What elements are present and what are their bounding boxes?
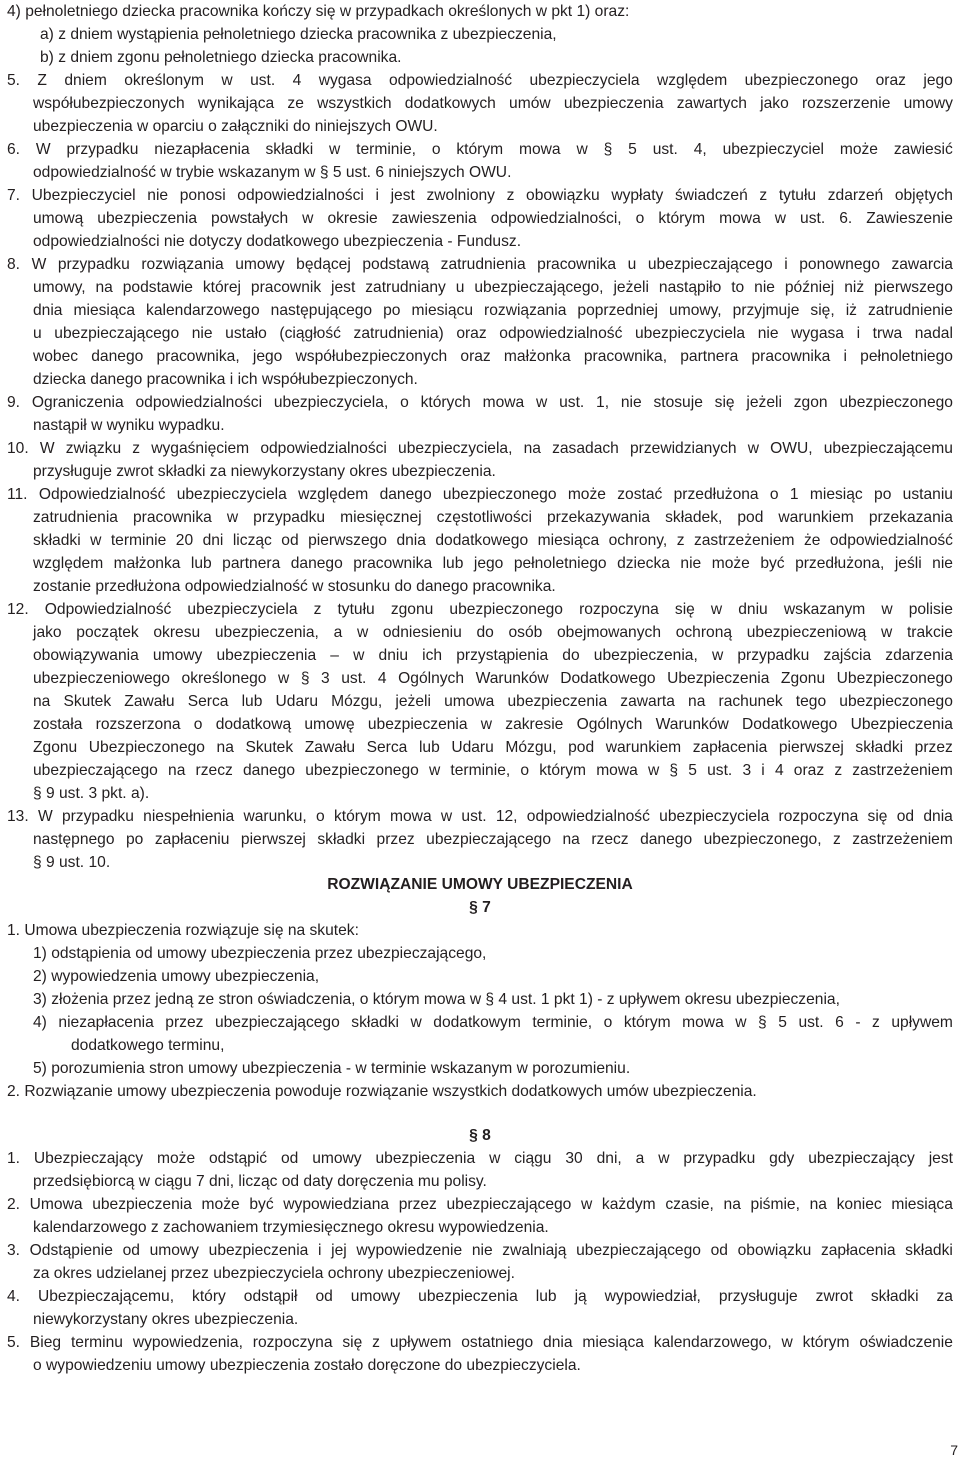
text-line: dziecka danego pracownika i ich współubezpieczonych. [33, 371, 418, 388]
text-line: odpowiedzialności nie dotyczy dodatkowego ubezpieczenia - Fundusz. [33, 233, 522, 250]
text-line: współubezpieczonych wynikająca ze wszystkich dodatkowych umów ubezpieczenia zawartych jako rozszerzenie umowy [33, 95, 953, 112]
text-line: a) z dniem wystąpienia pełnoletniego dziecka pracownika z ubezpieczenia, [40, 26, 557, 43]
text-line: 1. Umowa ubezpieczenia rozwiązuje się na skutek: [7, 922, 359, 939]
text-line: odpowiedzialność w trybie wskazanym w § 5 ust. 6 niniejszych OWU. [33, 164, 512, 181]
text-line: umową ubezpieczenia powstałych w okresie zawieszenia odpowiedzialności, o którym mowa w ust. 6. Zawieszenie [33, 210, 953, 227]
text-line: przedsiębiorcą w ciągu 7 dni, licząc od daty doręczenia mu polisy. [33, 1173, 487, 1190]
text-line: 8. W przypadku rozwiązania umowy będącej podstawą zatrudnienia pracownika u ubezpieczającego i ponownego zawarcia [7, 256, 953, 273]
text-line: za okres udzielanej przez ubezpieczyciela ochrony ubezpieczeniowej. [33, 1265, 515, 1282]
text-line: 5. Z dniem określonym w ust. 4 wygasa odpowiedzialność ubezpieczyciela względem ubezpieczonego oraz jego [7, 72, 953, 89]
text-line: 9. Ograniczenia odpowiedzialności ubezpieczyciela, o których mowa w ust. 1, nie stosuje się jeżeli zgon ubezpieczonego [7, 394, 953, 411]
text-line: 5) porozumienia stron umowy ubezpieczenia - w terminie wskazanym w porozumieniu. [33, 1060, 631, 1077]
text-line: nastąpił w wyniku wypadku. [33, 417, 225, 434]
text-line: dnia miesiąca kalendarzowego następującego po miesiącu rozwiązania poprzedniej umowy, przyjmuje się, iż zatrudnienie [33, 302, 953, 319]
text-line: o wypowiedzeniu umowy ubezpieczenia zostało doręczone do ubezpieczyciela. [33, 1357, 581, 1374]
text-line: 10. W związku z wygaśnięciem odpowiedzialności ubezpieczyciela, na zasadach przewidzianych w OWU, ubezpieczającemu [7, 440, 953, 457]
page-number: 7 [950, 1442, 958, 1458]
text-line: u ubezpieczającego nie ustało (ciągłość zatrudnienia) oraz odpowiedzialność ubezpieczyciela nie wygasa i trwa nadal [33, 325, 953, 342]
text-line: niewykorzystany okres ubezpieczenia. [33, 1311, 299, 1328]
text-line: 7. Ubezpieczyciel nie ponosi odpowiedzialności i jest zwolniony z obowiązku wypłaty świadczeń z tytułu zdarzeń objętych [7, 187, 953, 204]
text-line: 3) złożenia przez jedną ze stron oświadczenia, o którym mowa w § 4 ust. 1 pkt 1) - z upływem okresu ubezpieczenia, [33, 991, 840, 1008]
text-line: wobec danego pracownika, jego współubezpieczonych oraz małżonka pracownika, partnera pracownika i pełnoletniego [33, 348, 953, 365]
text-line: 4) pełnoletniego dziecka pracownika kończy się w przypadkach określonych w pkt 1) oraz: [7, 3, 630, 20]
text-line: 1. Ubezpieczający może odstąpić od umowy ubezpieczenia w ciągu 30 dni, a w przypadku gdy ubezpieczający jest [7, 1150, 953, 1167]
text-line: 2) wypowiedzenia umowy ubezpieczenia, [33, 968, 320, 985]
text-line: 13. W przypadku niespełnienia warunku, o którym mowa w ust. 12, odpowiedzialność ubezpieczyciela rozpoczyna się od dnia [7, 808, 953, 825]
text-line: składki w terminie 20 dni licząc od pierwszego dnia dodatkowego miesiąca ochrony, z zastrzeżeniem że odpowiedzialność [33, 532, 953, 549]
text-line: względem małżonka lub partnera danego pracownika lub jego pełnoletniego dziecka nie może być przedłużona, jeśli nie [33, 555, 953, 572]
text-line: 2. Umowa ubezpieczenia może być wypowiedziana przez ubezpieczającego w każdym czasie, na piśmie, na koniec miesiąca [7, 1196, 953, 1213]
text-line: 5. Bieg terminu wypowiedzenia, rozpoczyna się z upływem ostatniego dnia miesiąca kalendarzowego, w którym oświadczenie [7, 1334, 953, 1351]
text-line: ubezpieczenia w oparciu o załączniki do niniejszych OWU. [33, 118, 438, 135]
text-line: 4) niezapłacenia przez ubezpieczającego składki w dodatkowym terminie, o którym mowa w § 5 ust. 6 - z upływem [33, 1014, 953, 1031]
text-line: § 9 ust. 10. [33, 854, 111, 871]
text-line: została rozszerzona o dodatkową umowę ubezpieczenia w zakresie Ogólnych Warunków Dodatkowego Ubezpieczenia [33, 716, 953, 733]
text-line: 1) odstąpienia od umowy ubezpieczenia przez ubezpieczającego, [33, 945, 487, 962]
text-line: 6. W przypadku niezapłacenia składki w terminie, o którym mowa w § 5 ust. 4, ubezpieczyciel może zawiesić [7, 141, 953, 158]
text-line: na Skutek Zawału Serca lub Udaru Mózgu, jeżeli umowa ubezpieczenia zawarta na rachunek tego ubezpieczonego [33, 693, 953, 710]
text-line: kalendarzowego z zachowaniem trzymiesięcznego okresu wypowiedzenia. [33, 1219, 549, 1236]
text-line: zatrudnienia pracownika w przypadku miesięcznej częstotliwości przekazywania składek, pod warunkiem przekazania [33, 509, 953, 526]
text-line: 12. Odpowiedzialność ubezpieczyciela z tytułu zgonu ubezpieczonego rozpoczyna się w dniu wskazanym w polisie [7, 601, 953, 618]
text-line: jako początek okresu ubezpieczenia, a w odniesieniu do osób obejmowanych ochroną ubezpieczeniową w trakcie [33, 624, 953, 641]
text-line: umowy, na podstawie której pracownik jest zatrudniany u ubezpieczającego, jeżeli nastąpiło to nie później niż pierwszego [33, 279, 953, 296]
text-line: ubezpieczeniowego określonego w § 3 ust. 4 Ogólnych Warunków Dodatkowego Ubezpieczenia Zgonu Ubezpieczonego [33, 670, 953, 687]
text-line: zostanie przedłużona odpowiedzialność w stosunku do danego pracownika. [33, 578, 556, 595]
paragraph-symbol-heading: § 7 [469, 899, 491, 916]
text-line: 2. Rozwiązanie umowy ubezpieczenia powoduje rozwiązanie wszystkich dodatkowych umów ubezpieczenia. [7, 1083, 757, 1100]
text-line: dodatkowego terminu, [71, 1037, 225, 1054]
text-line: 11. Odpowiedzialność ubezpieczyciela względem danego ubezpieczonego może zostać przedłużona o 1 miesiąc po ustaniu [7, 486, 953, 503]
text-line: § 9 ust. 3 pkt. a). [33, 785, 150, 802]
text-line: następnego po zapłaceniu pierwszej składki przez ubezpieczającego na rzecz danego ubezpieczonego, z zastrzeżeniem [33, 831, 953, 848]
text-line: 3. Odstąpienie od umowy ubezpieczenia i jej wypowiedzenie nie zwalniają ubezpieczającego od obowiązku zapłacenia składki [7, 1242, 953, 1259]
text-line: b) z dniem zgonu pełnoletniego dziecka pracownika. [40, 49, 402, 66]
text-line: Zgonu Ubezpieczonego na Skutek Zawału Serca lub Udaru Mózgu, pod warunkiem zapłacenia pierwszej składki przez [33, 739, 953, 756]
paragraph-symbol-heading: § 8 [469, 1127, 491, 1144]
text-line: obowiązywania umowy ubezpieczenia – w dniu ich przystąpienia do ubezpieczenia, w przypadku zajścia zdarzenia [33, 647, 953, 664]
text-line: przysługuje zwrot składki za niewykorzystany okres ubezpieczenia. [33, 463, 496, 480]
text-line: 4. Ubezpieczającemu, który odstąpił od umowy ubezpieczenia lub ją wypowiedział, przysługuje zwrot składki za [7, 1288, 953, 1305]
section-heading: ROZWIĄZANIE UMOWY UBEZPIECZENIA [327, 876, 633, 893]
text-line: ubezpieczającego na rzecz danego ubezpieczonego w terminie, o którym mowa w § 5 ust. 3 i 4 oraz z zastrzeżeniem [33, 762, 953, 779]
